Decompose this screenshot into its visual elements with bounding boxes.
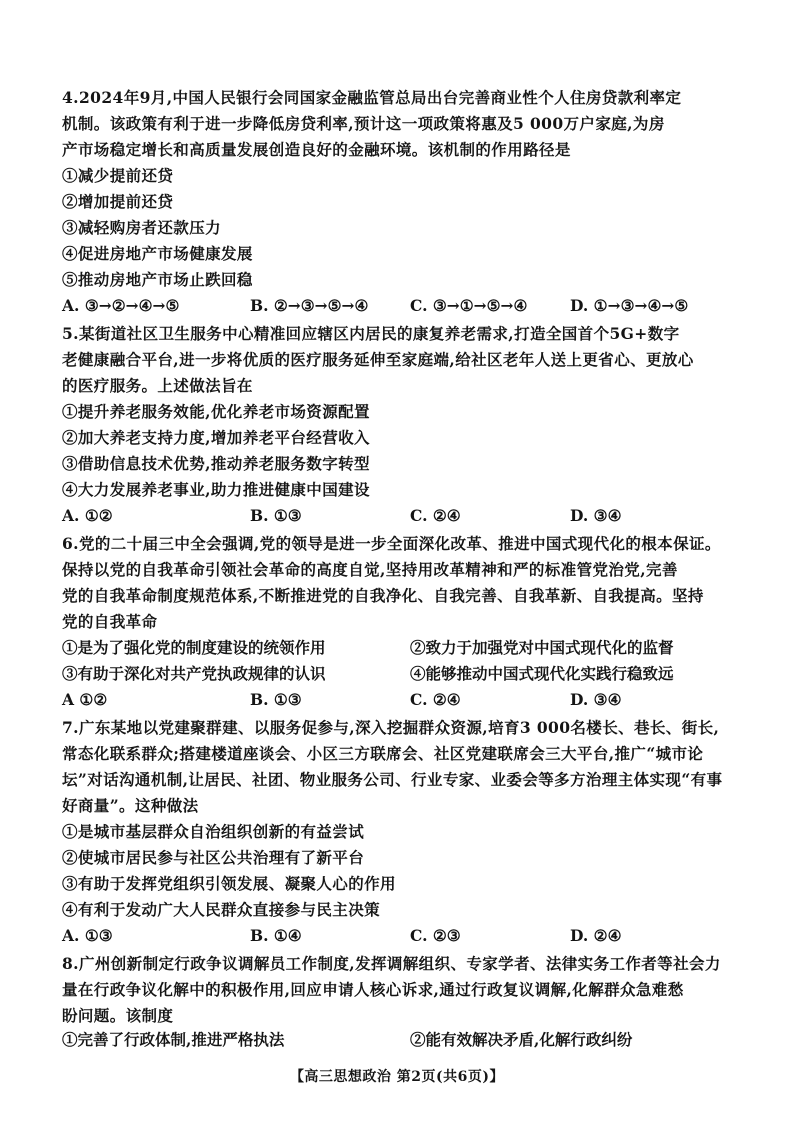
q4-stem-line-2: 机制。该政策有利于进一步降低房贷利率,预计这一项政策将惠及5 000万户家庭,为房: [62, 114, 665, 133]
q8-stem-line-1: 8.广州创新制定行政争议调解员工作制度,发挥调解组织、专家学者、法律实务工作者等社会力: [62, 954, 721, 973]
q7-answer-d: D. ②④: [570, 926, 622, 945]
q5-answer-b: B. ①③: [250, 506, 302, 525]
q5-item-3: ③借助信息技术优势,推动养老服务数字转型: [62, 454, 370, 473]
q6-answer-b: B. ①③: [250, 690, 302, 709]
q6-item-4: ④能够推动中国式现代化实践行稳致远: [410, 664, 674, 683]
q6-item-1: ①是为了强化党的制度建设的统领作用: [62, 638, 326, 657]
q7-item-4: ④有利于发动广大人民群众直接参与民主决策: [62, 900, 381, 919]
q4-item-3: ③减轻购房者还款压力: [62, 218, 222, 237]
q4-answer-d: D. ①→③→④→⑤: [570, 296, 689, 315]
q5-stem-line-3: 的医疗服务。上述做法旨在: [62, 376, 253, 395]
q7-stem-line-3: 坛”对话沟通机制,让居民、社团、物业服务公司、行业专家、业委会等多方治理主体实现“有事: [62, 770, 723, 789]
q6-item-2: ②致力于加强党对中国式现代化的监督: [410, 638, 674, 657]
q7-stem-line-4: 好商量”。这种做法: [62, 796, 199, 815]
q8-item-1: ①完善了行政体制,推进严格执法: [62, 1030, 285, 1049]
q8-stem-line-3: 盼问题。该制度: [62, 1006, 174, 1025]
q8-item-2: ②能有效解决矛盾,化解行政纠纷: [410, 1030, 633, 1049]
q6-stem-line-4: 党的自我革命: [62, 612, 158, 631]
q7-answer-c: C. ②③: [410, 926, 461, 945]
q4-item-2: ②增加提前还贷: [62, 192, 174, 211]
q6-stem-line-2: 保持以党的自我革命引领社会革命的高度自觉,坚持用改革精神和严的标准管党治党,完善: [62, 560, 678, 579]
q7-item-3: ③有助于发挥党组织引领发展、凝聚人心的作用: [62, 874, 396, 893]
q5-item-2: ②加大养老支持力度,增加养老平台经营收入: [62, 428, 370, 447]
q4-item-4: ④促进房地产市场健康发展: [62, 244, 253, 263]
q6-answer-d: D. ③④: [570, 690, 622, 709]
q5-item-1: ①提升养老服务效能,优化养老市场资源配置: [62, 402, 370, 421]
q4-answer-c: C. ③→①→⑤→④: [410, 296, 528, 315]
q4-item-5: ⑤推动房地产市场止跌回稳: [62, 270, 253, 289]
q7-answer-b: B. ①④: [250, 926, 302, 945]
q4-answer-a: A. ③→②→④→⑤: [62, 296, 180, 315]
q4-answer-b: B. ②→③→⑤→④: [250, 296, 369, 315]
q7-answer-a: A. ①③: [62, 926, 113, 945]
q5-stem-line-2: 老健康融合平台,进一步将优质的医疗服务延伸至家庭端,给社区老年人送上更省心、更放心: [62, 350, 694, 369]
q4-stem-line-3: 产市场稳定增长和高质量发展创造良好的金融环境。该机制的作用路径是: [62, 140, 571, 159]
q5-answer-d: D. ③④: [570, 506, 622, 525]
q4-stem-line-1: 4.2024年9月,中国人民银行会同国家金融监管总局出台完善商业性个人住房贷款利率定: [62, 88, 682, 107]
q5-stem-line-1: 5.某街道社区卫生服务中心精准回应辖区内居民的康复养老需求,打造全国首个5G+数字: [62, 324, 680, 343]
q6-stem-line-3: 党的自我革命制度规范体系,不断推进党的自我净化、自我完善、自我革新、自我提高。坚持: [62, 586, 704, 605]
page-footer: 【高三思想政治 第2页(共6页)】: [289, 1069, 505, 1085]
q6-stem-line-1: 6.党的二十届三中全会强调,党的领导是进一步全面深化改革、推进中国式现代化的根本保证。: [62, 534, 721, 553]
q7-stem-line-2: 常态化联系群众;搭建楼道座谈会、小区三方联席会、社区党建联席会三大平台,推广“城市论: [62, 744, 704, 763]
q5-answer-c: C. ②④: [410, 506, 461, 525]
q6-answer-c: C. ②④: [410, 690, 461, 709]
q6-answer-a: A ①②: [62, 690, 108, 709]
q7-stem-line-1: 7.广东某地以党建聚群建、以服务促参与,深入挖掘群众资源,培育3 000名楼长、巷长、街长,: [62, 718, 720, 737]
q5-item-4: ④大力发展养老事业,助力推进健康中国建设: [62, 480, 370, 499]
q8-stem-line-2: 量在行政争议化解中的积极作用,回应申请人核心诉求,通过行政复议调解,化解群众急难愁: [62, 980, 684, 999]
q7-item-2: ②使城市居民参与社区公共治理有了新平台: [62, 848, 365, 867]
q7-item-1: ①是城市基层群众自治组织创新的有益尝试: [62, 822, 365, 841]
q6-item-3: ③有助于深化对共产党执政规律的认识: [62, 664, 326, 683]
q4-item-1: ①减少提前还贷: [62, 166, 174, 185]
q5-answer-a: A. ①②: [62, 506, 113, 525]
